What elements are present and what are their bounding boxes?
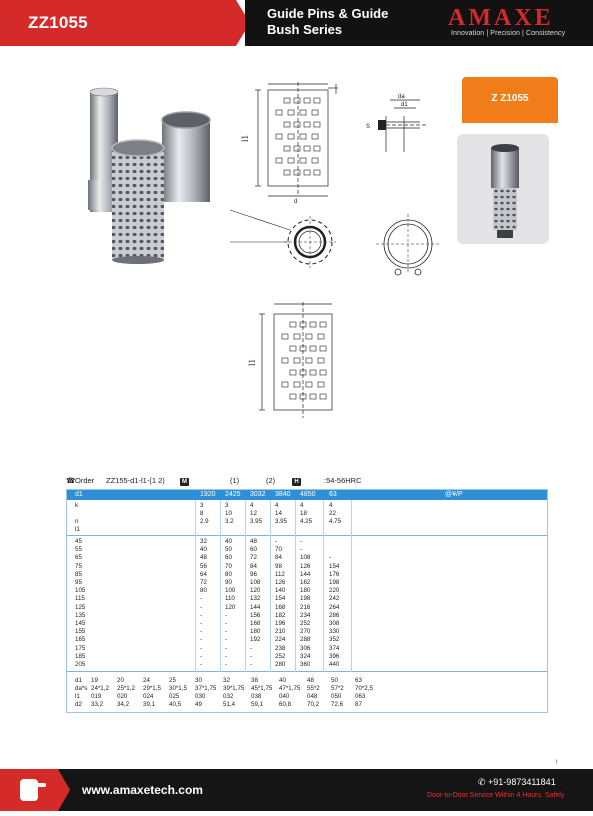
row-label: 85 xyxy=(75,570,82,578)
row-label: 125 xyxy=(75,603,86,611)
table-cell: 306 xyxy=(300,644,311,652)
row-label: 165 xyxy=(75,636,86,644)
table-cell: 120 xyxy=(225,603,236,611)
table-cell: - xyxy=(200,611,203,619)
table-cell: 3 xyxy=(200,502,204,509)
table-row xyxy=(67,604,547,612)
table-cell: 286 xyxy=(329,611,340,619)
table-cell: - xyxy=(200,661,203,668)
row-label: 155 xyxy=(75,628,86,636)
table-cell: 50 xyxy=(225,546,232,554)
drawing-label-d1: d1 xyxy=(401,102,408,108)
table-cell: - xyxy=(225,661,228,668)
row-label: 55 xyxy=(75,546,82,554)
table-cell: 180 xyxy=(250,628,261,636)
table-cell: 063 xyxy=(355,693,366,701)
table-cell: 24 xyxy=(143,677,150,685)
column-divider xyxy=(220,500,221,672)
table-row xyxy=(67,554,547,562)
table-cell: 48 xyxy=(200,554,207,562)
table-cell: 224 xyxy=(275,636,286,644)
table-cell: 4.75 xyxy=(329,518,342,525)
table-row xyxy=(67,653,547,661)
order-line xyxy=(66,476,556,488)
table-cell: 49 xyxy=(195,701,202,709)
product-photo xyxy=(82,84,222,264)
row-label: 185 xyxy=(75,652,86,660)
table-cell: 140 xyxy=(275,587,286,595)
table-cell: 110 xyxy=(225,595,235,603)
series-title xyxy=(267,6,427,38)
header-cell: 63 xyxy=(329,491,337,498)
table-cell: - xyxy=(300,546,303,554)
ball-cage-bottom xyxy=(112,256,164,264)
table-cell: - xyxy=(225,611,228,619)
table-cell: 120 xyxy=(250,587,261,595)
table-cell: 24*1,2 xyxy=(91,685,109,693)
footer-red-band xyxy=(0,769,70,811)
row-divider xyxy=(67,671,547,672)
table-cell: 176 xyxy=(329,570,340,578)
table-cell: 4 xyxy=(250,502,254,509)
table-cell: 196 xyxy=(275,620,286,627)
table-cell: 440 xyxy=(329,661,340,668)
column-divider xyxy=(295,500,296,672)
table-cell: 252 xyxy=(275,652,286,660)
table-row xyxy=(67,677,547,685)
table-cell: 180 xyxy=(300,587,311,595)
table-cell: 50 xyxy=(331,677,338,685)
table-cell: 84 xyxy=(250,562,257,570)
table-cell: 51,4 xyxy=(223,701,236,709)
table-cell: 70*2,5 xyxy=(355,685,373,693)
series-line-1: Guide Pins & Guide xyxy=(267,6,389,21)
table-cell: - xyxy=(225,636,228,644)
row-label: 105 xyxy=(75,587,86,595)
table-cell: 40,5 xyxy=(169,701,182,709)
side-product-card xyxy=(457,134,549,244)
table-cell: - xyxy=(200,628,203,636)
table-cell: 4.25 xyxy=(300,518,313,525)
table-cell: - xyxy=(225,620,228,627)
table-cell: 20 xyxy=(117,677,124,685)
side-product-photo xyxy=(457,134,549,244)
row-label: d1 xyxy=(75,677,82,685)
table-cell: 156 xyxy=(250,611,261,619)
order-box-h: H xyxy=(292,476,301,486)
table-cell: 60 xyxy=(225,554,232,562)
table-cell: 019 xyxy=(91,693,102,701)
table-cell: 210 xyxy=(275,628,286,636)
guide-pin-top xyxy=(90,88,118,96)
table-cell: 96 xyxy=(250,570,257,578)
table-cell: 374 xyxy=(329,644,340,652)
table-cell: 64 xyxy=(200,570,207,578)
table-cell: - xyxy=(250,644,253,652)
row-label: 115 xyxy=(75,595,85,603)
table-cell: 98 xyxy=(275,562,282,570)
order-hardness: :54-56HRC xyxy=(324,476,362,485)
table-cell: - xyxy=(300,538,303,545)
header-cell: d1 xyxy=(75,491,83,498)
table-cell: 3 xyxy=(225,502,229,509)
technical-drawing-section xyxy=(358,92,436,162)
footer-website-link[interactable]: www.amaxetech.com xyxy=(82,783,203,797)
header-cell: 1920 xyxy=(200,491,216,498)
technical-drawing-top xyxy=(228,78,354,218)
table-cell: 126 xyxy=(300,562,311,570)
table-row xyxy=(67,595,547,603)
table-cell: 70 xyxy=(275,546,282,554)
row-label: 75 xyxy=(75,562,82,570)
column-divider xyxy=(323,500,324,672)
table-cell: 59,1 xyxy=(251,701,264,709)
phone-handset-icon: ☎ xyxy=(66,476,76,485)
table-cell: 182 xyxy=(275,611,286,619)
table-cell: 30 xyxy=(195,677,202,685)
table-cell: 29*1,5 xyxy=(143,685,161,693)
table-cell: 34,2 xyxy=(117,701,130,709)
table-row xyxy=(67,612,547,620)
ball-cage-body xyxy=(112,148,164,260)
table-cell: 63 xyxy=(355,677,362,685)
table-cell: 288 xyxy=(300,636,311,644)
table-cell: 108 xyxy=(250,579,261,586)
table-cell: 280 xyxy=(275,661,286,668)
table-cell: 72,6 xyxy=(331,701,344,709)
column-divider xyxy=(351,500,352,672)
row-label: 45 xyxy=(75,538,82,545)
table-cell: - xyxy=(225,644,228,652)
table-cell: 192 xyxy=(250,636,261,644)
page-mark: ! xyxy=(556,760,558,766)
table-cell: 25*1,2 xyxy=(117,685,135,693)
table-cell: 198 xyxy=(329,579,340,586)
table-cell: 025 xyxy=(169,693,180,701)
table-cell: - xyxy=(250,661,253,668)
row-label: 145 xyxy=(75,620,86,627)
header-cell: 3032 xyxy=(250,491,266,498)
header-bar xyxy=(0,0,593,46)
row-label: k xyxy=(75,502,79,509)
brand-logo: AMAXE xyxy=(448,5,554,31)
row-label: 65 xyxy=(75,554,82,562)
table-row xyxy=(67,620,547,628)
table-cell: 40 xyxy=(279,677,286,685)
column-divider xyxy=(270,500,271,672)
table-cell: 330 xyxy=(329,628,340,636)
table-cell: 162 xyxy=(300,579,311,586)
table-cell: 396 xyxy=(329,652,340,660)
pointer-hand-icon xyxy=(0,769,60,811)
table-cell: 14 xyxy=(275,510,282,517)
table-row xyxy=(67,636,547,644)
footer-phone xyxy=(478,777,556,788)
table-row xyxy=(67,546,547,554)
table-cell: 72 xyxy=(200,579,207,586)
header-cell: 3840 xyxy=(275,491,291,498)
table-cell: 39,1 xyxy=(143,701,156,709)
table-cell: 100 xyxy=(225,587,236,595)
table-row xyxy=(67,579,547,587)
spec-table xyxy=(66,489,548,713)
table-row xyxy=(67,563,547,571)
table-cell: 18 xyxy=(300,510,307,517)
table-cell: 40 xyxy=(200,546,207,554)
table-cell: 38 xyxy=(251,677,258,685)
table-cell: 80 xyxy=(225,570,232,578)
table-cell: 050 xyxy=(331,693,342,701)
table-row xyxy=(67,645,547,653)
table-cell: 270 xyxy=(300,628,311,636)
table-cell: 56 xyxy=(200,562,207,570)
table-cell: - xyxy=(329,554,332,562)
table-cell: 030 xyxy=(195,693,206,701)
table-cell: - xyxy=(225,652,228,660)
drawing-label-s: S xyxy=(366,124,371,130)
table-header xyxy=(67,490,547,500)
table-cell: 2.9 xyxy=(200,518,209,525)
table-cell: 252 xyxy=(300,620,311,627)
table-cell: - xyxy=(200,644,203,652)
product-code-title: ZZ1055 xyxy=(28,13,88,32)
table-cell: 360 xyxy=(300,661,311,668)
table-cell: 87 xyxy=(355,701,362,709)
table-cell: 55*2 xyxy=(307,685,320,693)
row-label: n xyxy=(75,518,79,525)
row-divider xyxy=(67,535,547,536)
table-cell: 72 xyxy=(250,554,257,562)
table-row xyxy=(67,510,547,518)
table-cell: 264 xyxy=(329,603,340,611)
telephone-icon: ✆ xyxy=(478,777,489,787)
table-cell: 57*2 xyxy=(331,685,344,693)
table-cell: 040 xyxy=(279,693,290,701)
order-option-1: (1) xyxy=(230,476,240,485)
table-cell: 108 xyxy=(300,554,311,562)
row-label: da*s xyxy=(75,685,88,693)
table-row xyxy=(67,571,547,579)
drawing-label-da: da xyxy=(398,94,405,100)
table-cell: 132 xyxy=(250,595,261,603)
row-label: 135 xyxy=(75,611,86,619)
table-row xyxy=(67,526,547,534)
table-cell: - xyxy=(200,652,203,660)
header-cell: 2425 xyxy=(225,491,241,498)
table-cell: 60 xyxy=(250,546,257,554)
row-label: l1 xyxy=(75,693,80,701)
table-cell: 10 xyxy=(225,510,232,517)
table-row xyxy=(67,587,547,595)
table-cell: 4 xyxy=(275,502,279,509)
brand-tagline: Innovation | Precision | Consistency xyxy=(451,30,566,37)
table-row xyxy=(67,538,547,546)
table-cell: 154 xyxy=(275,595,286,603)
table-cell: 47*1,75 xyxy=(279,685,301,693)
table-row xyxy=(67,701,547,709)
table-cell: 48 xyxy=(307,677,314,685)
retaining-ring-drawing xyxy=(366,212,446,282)
table-cell: 4 xyxy=(329,502,333,509)
table-row xyxy=(67,693,547,701)
table-cell: 90 xyxy=(225,579,232,586)
table-cell: 234 xyxy=(300,611,311,619)
table-cell: 3.2 xyxy=(225,518,234,525)
table-cell: 19 xyxy=(91,677,98,685)
table-cell: 242 xyxy=(329,595,340,603)
row-label: l1 xyxy=(75,526,80,533)
table-cell: 024 xyxy=(143,693,154,701)
table-cell: 84 xyxy=(275,554,282,562)
table-cell: 038 xyxy=(251,693,262,701)
table-cell: 198 xyxy=(300,595,311,603)
table-cell: - xyxy=(200,603,203,611)
table-cell: 80 xyxy=(200,587,207,595)
header-cell: 4850 xyxy=(300,491,316,498)
table-row xyxy=(67,661,547,669)
table-cell: 60,8 xyxy=(279,701,292,709)
table-cell: 33,2 xyxy=(91,701,104,709)
order-box-m: M xyxy=(182,479,187,485)
table-cell: 144 xyxy=(300,570,311,578)
table-cell: - xyxy=(225,628,228,636)
row-label: 95 xyxy=(75,579,82,586)
header-price: @¥/P xyxy=(445,491,463,498)
table-cell: 144 xyxy=(250,603,261,611)
table-cell: 126 xyxy=(275,579,286,586)
table-cell: 48 xyxy=(250,538,257,545)
table-cell: 30*1,5 xyxy=(169,685,187,693)
column-divider xyxy=(195,500,196,672)
table-cell: 3.95 xyxy=(250,518,263,525)
table-cell: 70,2 xyxy=(307,701,320,709)
table-cell: - xyxy=(200,595,203,603)
order-prefix: Order xyxy=(75,476,95,485)
series-line-2: Bush Series xyxy=(267,22,343,37)
table-cell: 238 xyxy=(275,644,286,652)
table-cell: 112 xyxy=(275,570,285,578)
table-cell: 324 xyxy=(300,652,311,660)
technical-drawing-circles xyxy=(228,208,354,280)
row-label: 205 xyxy=(75,661,86,668)
footer-phone-number: +91-9873411841 xyxy=(488,777,556,787)
table-cell: - xyxy=(275,538,278,545)
table-cell: 45*1,75 xyxy=(251,685,273,693)
table-cell: 12 xyxy=(250,510,257,517)
table-cell: 154 xyxy=(329,562,340,570)
table-cell: 22 xyxy=(329,510,336,517)
table-row xyxy=(67,518,547,526)
footer-service-note: Door-to-Door Service Within 4 Hours, Safely xyxy=(427,792,565,799)
table-cell: - xyxy=(200,620,203,627)
guide-bush-body xyxy=(162,120,210,202)
table-cell: 048 xyxy=(307,693,318,701)
table-cell: 39*1,75 xyxy=(223,685,245,693)
table-row xyxy=(67,628,547,636)
table-cell: 25 xyxy=(169,677,176,685)
row-label: 175 xyxy=(75,644,86,652)
table-cell: 216 xyxy=(300,603,311,611)
table-cell: 3.95 xyxy=(275,518,288,525)
table-cell: 32 xyxy=(223,677,230,685)
drawing-label-d: d xyxy=(294,199,298,205)
side-product-tab xyxy=(462,77,558,123)
table-cell: 37*1,75 xyxy=(195,685,217,693)
technical-drawing-bottom xyxy=(247,300,352,430)
ball-cage-top xyxy=(112,140,164,156)
table-cell: 308 xyxy=(329,620,340,627)
guide-bush-mouth xyxy=(162,112,210,128)
order-code: ZZ155-d1-l1-(1 2) xyxy=(106,476,165,485)
column-divider xyxy=(245,500,246,672)
table-cell: - xyxy=(200,636,203,644)
row-label: d2 xyxy=(75,701,82,709)
table-cell: 168 xyxy=(275,603,286,611)
table-cell: 020 xyxy=(117,693,128,701)
order-option-2: (2) xyxy=(266,476,276,485)
table-cell: 168 xyxy=(250,620,261,627)
table-cell: 70 xyxy=(225,562,232,570)
table-cell: - xyxy=(250,652,253,660)
table-cell: 8 xyxy=(200,510,204,517)
table-cell: 352 xyxy=(329,636,340,644)
table-row xyxy=(67,502,547,510)
drawing-label-l1: l1 xyxy=(240,134,250,142)
drawing-label-l1-bottom: l1 xyxy=(247,358,257,366)
table-row xyxy=(67,685,547,693)
side-product-label: Z Z1055 xyxy=(491,93,529,104)
table-cell: 220 xyxy=(329,587,340,595)
table-cell: 4 xyxy=(300,502,304,509)
table-cell: 032 xyxy=(223,693,234,701)
table-cell: 32 xyxy=(200,538,207,545)
table-cell: 40 xyxy=(225,538,232,545)
